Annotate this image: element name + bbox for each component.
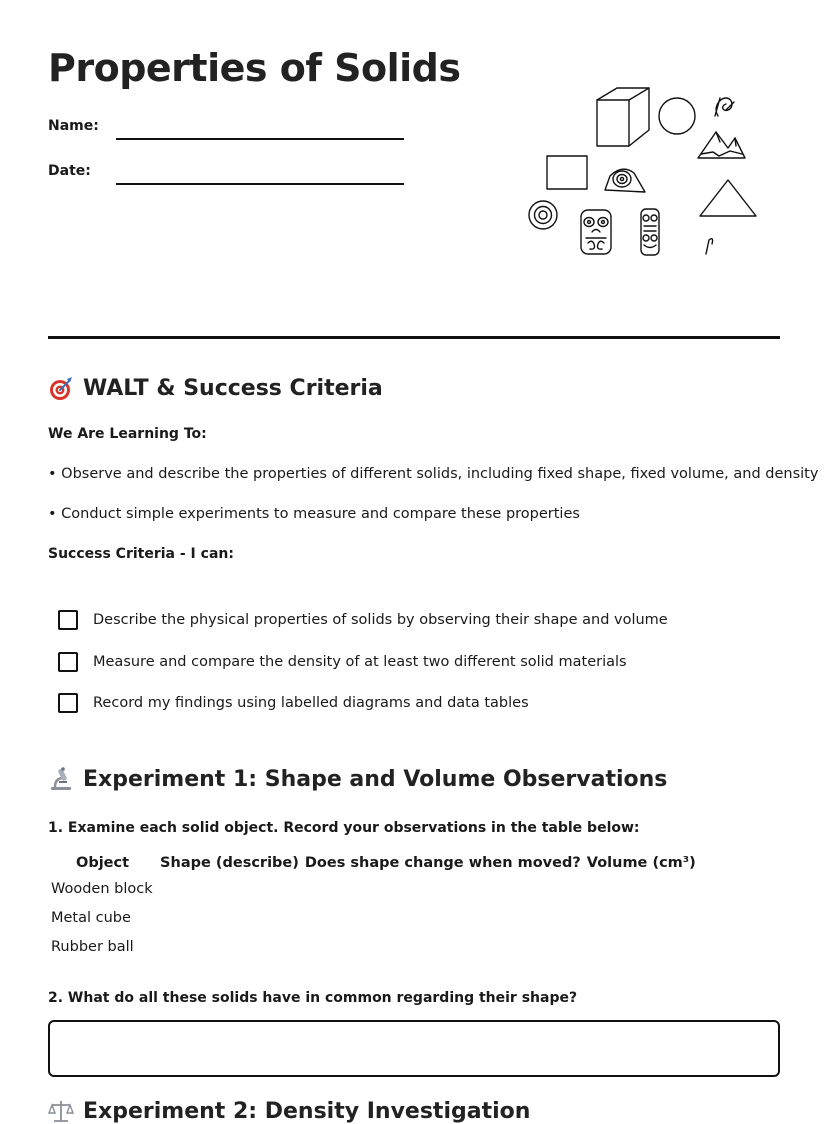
table-header-row — [48, 852, 699, 874]
learning-objective: • Conduct simple experiments to measure and compare these properties — [48, 506, 580, 522]
table-cell-input[interactable] — [302, 874, 584, 903]
column-header: Shape (describe) — [160, 855, 299, 871]
table-cell-input[interactable] — [584, 874, 699, 903]
success-criterion — [58, 693, 529, 713]
table-cell-input[interactable] — [157, 874, 302, 903]
balance-scale-icon — [48, 1098, 74, 1124]
column-header: Volume (cm³) — [586, 855, 696, 871]
success-criteria-label: Success Criteria - I can: — [48, 546, 234, 562]
experiment1-heading-text: Experiment 1: Shape and Volume Observations — [83, 766, 668, 792]
table-row — [48, 932, 699, 961]
tiki-icon — [641, 209, 659, 255]
triangle-icon — [700, 180, 756, 216]
table-row — [48, 874, 699, 903]
walt-heading-text: WALT & Success Criteria — [83, 375, 383, 401]
criterion-text: Measure and compare the density of at least two different solid materials — [93, 654, 627, 670]
mountain-icon — [698, 132, 745, 158]
table-cell-object: Wooden block — [51, 880, 153, 897]
question-2: 2. What do all these solids have in common regarding their shape? — [48, 990, 578, 1006]
criterion-checkbox[interactable] — [58, 652, 78, 672]
table-cell-object: Metal cube — [51, 909, 131, 926]
question-1: 1. Examine each solid object. Record your observations in the table below: — [48, 820, 640, 836]
cube-icon — [597, 88, 649, 146]
column-header: Object — [76, 855, 130, 871]
microscope-icon — [48, 766, 74, 792]
name-field[interactable] — [116, 138, 404, 140]
circle-icon — [659, 98, 695, 134]
table-cell-object: Rubber ball — [51, 938, 134, 955]
learning-intentions-label: We Are Learning To: — [48, 426, 207, 442]
learning-objective: • Observe and describe the properties of different solids, including fixed shape, fixed volume, and density — [48, 466, 819, 482]
criterion-checkbox[interactable] — [58, 693, 78, 713]
criterion-checkbox[interactable] — [58, 610, 78, 630]
experiment2-heading — [48, 1098, 530, 1124]
square-icon — [547, 156, 587, 189]
header-divider — [48, 336, 780, 339]
criterion-text: Describe the physical properties of solids by observing their shape and volume — [93, 612, 668, 628]
date-label: Date: — [48, 163, 91, 179]
solids-illustration — [520, 80, 770, 270]
table-row — [48, 903, 699, 932]
walt-heading — [48, 375, 383, 401]
table-cell-input[interactable] — [157, 932, 302, 961]
page-title: Properties of Solids — [48, 46, 461, 90]
column-header: Does shape change when moved? — [304, 855, 581, 871]
name-label: Name: — [48, 118, 99, 134]
table-cell-input[interactable] — [157, 903, 302, 932]
success-criterion — [58, 610, 668, 630]
table-cell-input[interactable] — [302, 932, 584, 961]
koru-icon — [706, 239, 713, 254]
table-cell-input[interactable] — [584, 903, 699, 932]
spiral-icon — [605, 169, 645, 192]
answer-box-question-2[interactable] — [48, 1020, 780, 1077]
success-criterion — [58, 652, 627, 672]
table-cell-input[interactable] — [302, 903, 584, 932]
experiment2-heading-text: Experiment 2: Density Investigation — [83, 1098, 531, 1124]
spiral-icon — [529, 201, 557, 229]
date-field[interactable] — [116, 183, 404, 185]
table-cell-input[interactable] — [584, 932, 699, 961]
tiki-icon — [581, 210, 611, 254]
experiment1-heading — [48, 766, 667, 792]
criterion-text: Record my findings using labelled diagrams and data tables — [93, 695, 529, 711]
observations-table — [48, 852, 699, 961]
target-icon — [48, 375, 74, 401]
koru-icon — [715, 98, 734, 116]
